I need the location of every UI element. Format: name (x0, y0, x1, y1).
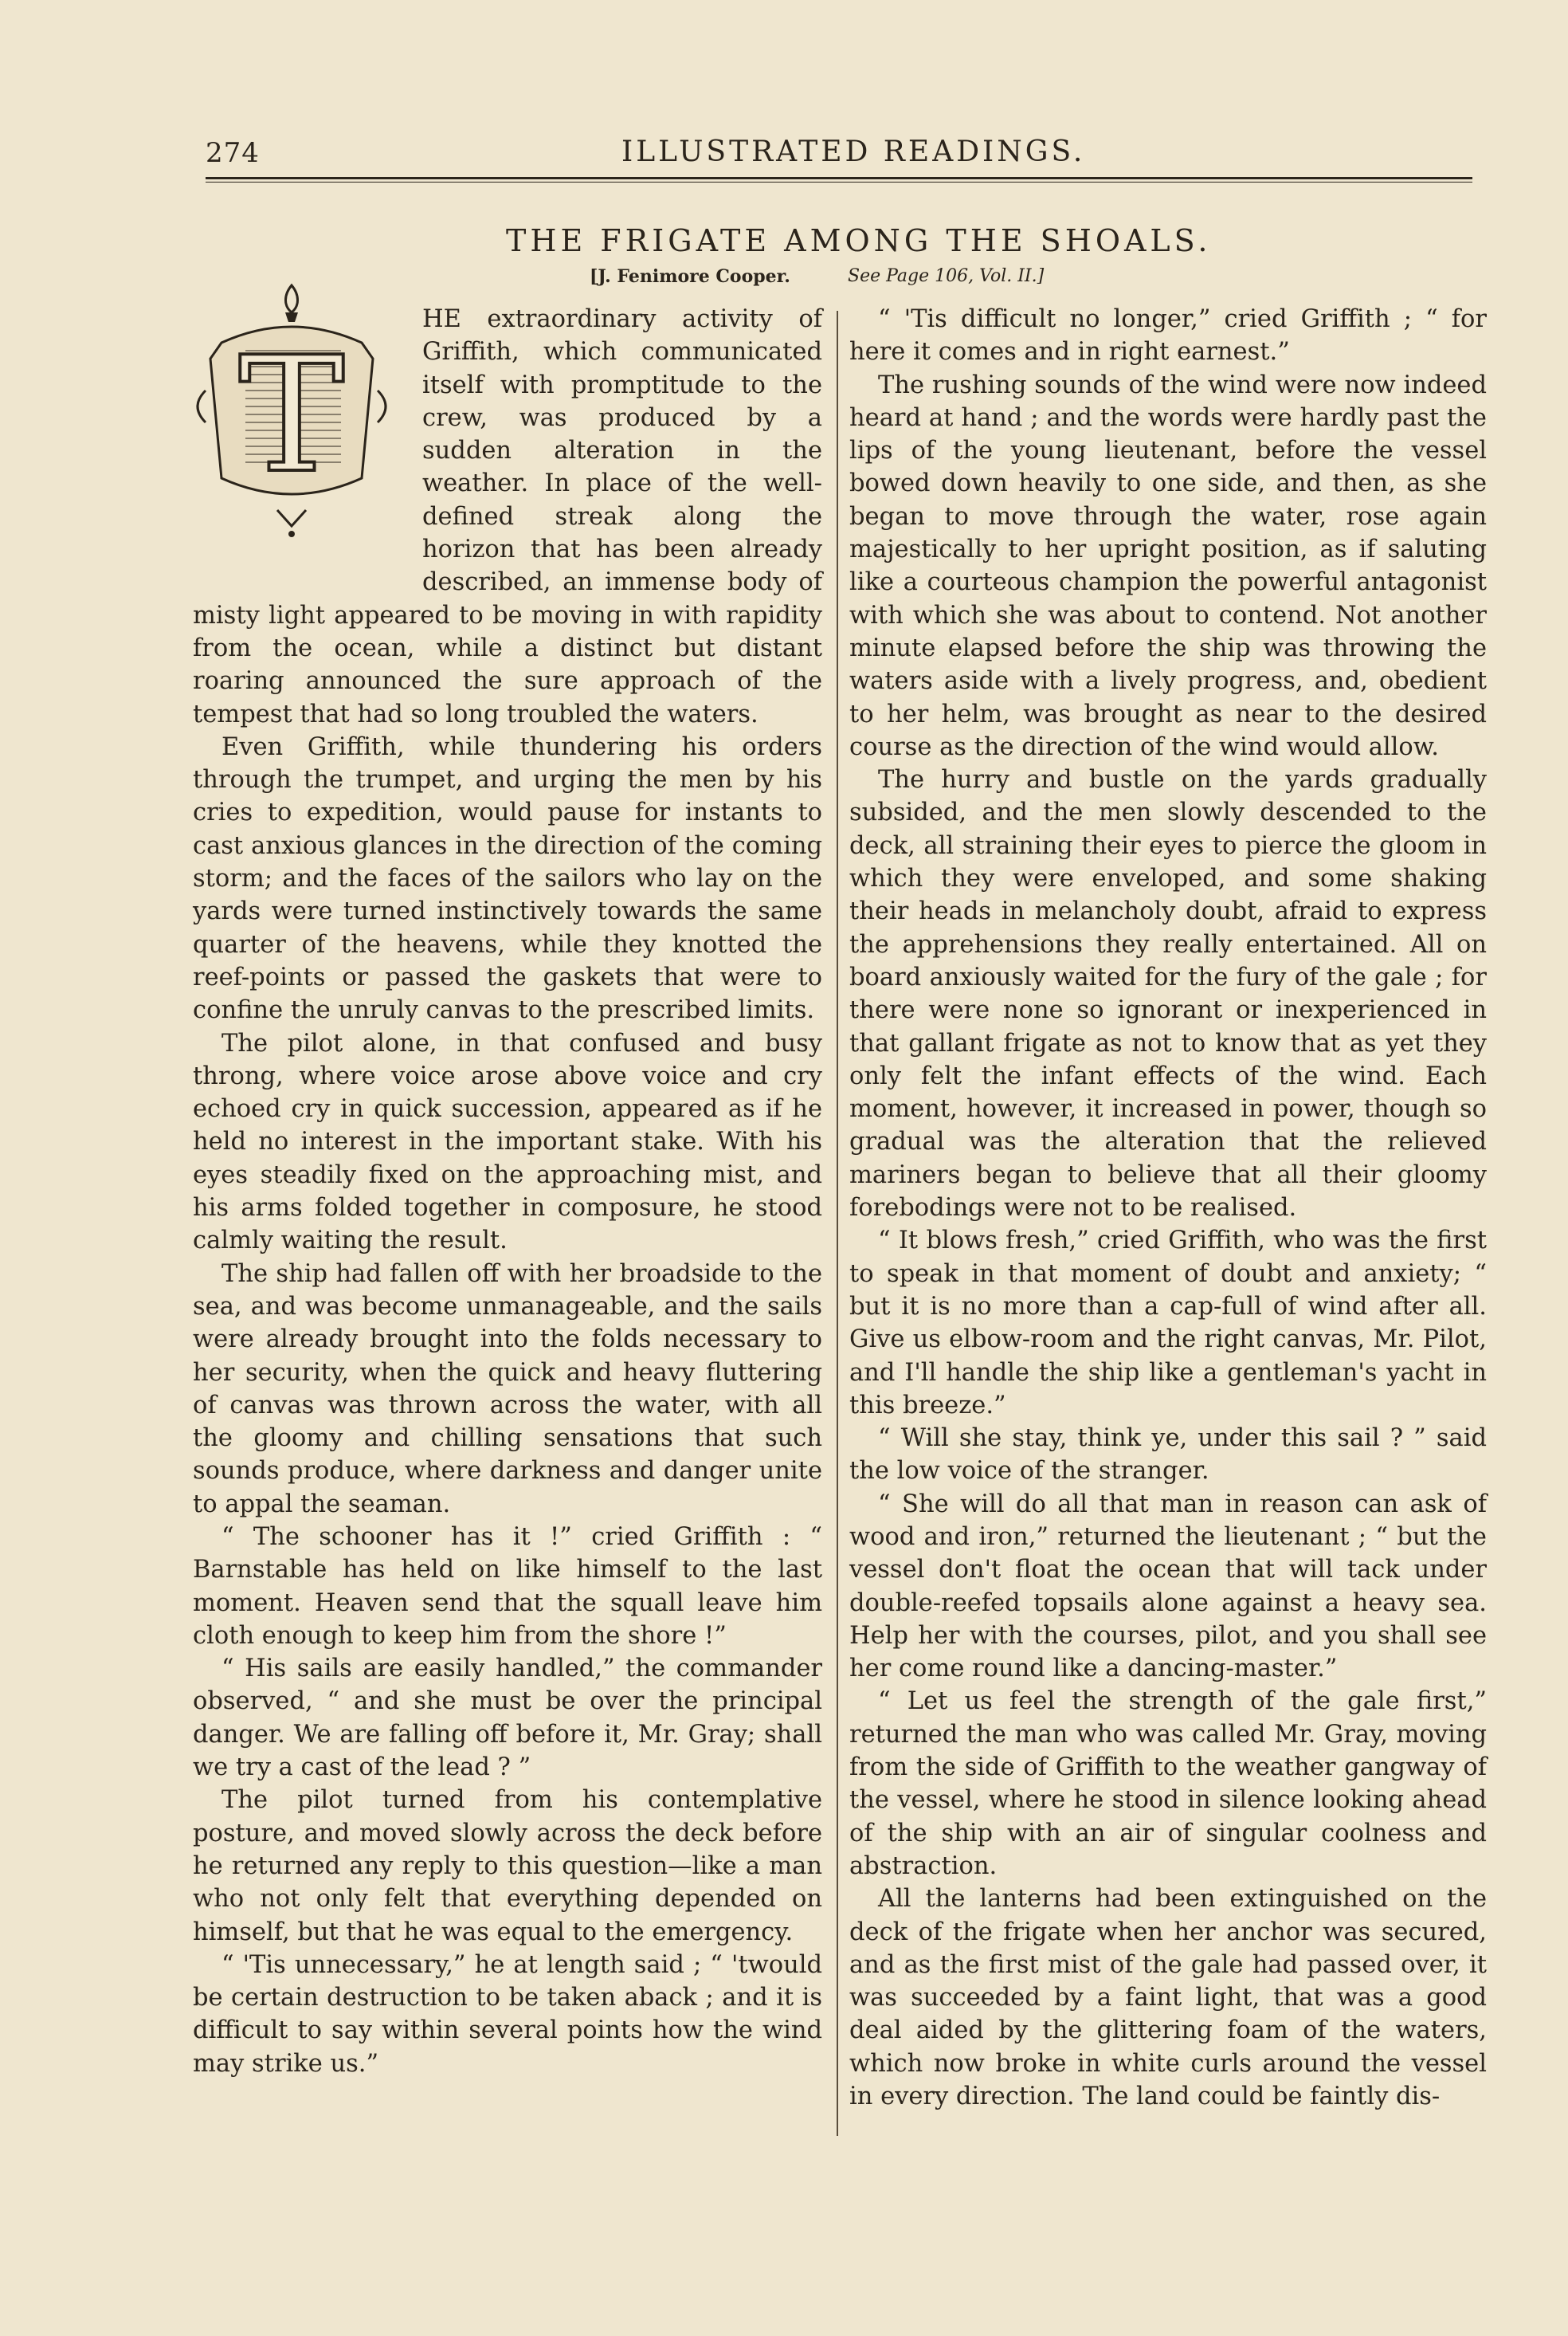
column-divider (837, 311, 838, 2136)
drop-cap-letter: T (238, 323, 345, 508)
header-rule (206, 177, 1472, 179)
page-reference: See Page 106, Vol. II.] (848, 266, 1045, 286)
left-column (193, 303, 822, 2080)
page-number: 274 (206, 137, 260, 169)
right-paragraph-3: The hurry and bustle on the yards gradually subsided, and the men slowly descended to the deck, all straining their eyes to pierce the gloom in which they were enveloped, and some shaking their heads in melancholy doubt, afraid to express the apprehensions they really entertained. All on board anxiously waited for the fury of the gale ; for there were none so ignorant or inexperienced in that gallant frigate as not to know that as yet they only felt the infant effects of the wind. Each moment, however, it increased in power, though so gradual was the alteration that the relieved mariners began to believe that all their gloomy forebodings were not to be realised. (849, 766, 1487, 1223)
right-paragraph-8: All the lanterns had been extinguished on the deck of the frigate when her anchor was secured, and as the first mist of the gale had passed over, it was succeeded by a faint light, that was a good deal aided by the glittering foam of the waters, which now broke in white curls around the vessel in every direction. The land could be faintly dis- (849, 1885, 1487, 2111)
author-attribution: [J. Fenimore Cooper. (590, 266, 790, 287)
left-paragraph-5: “ The schooner has it !” cried Griffith : “ Barnstable has held on like himself to the last moment. Heaven send that the squall leave him cloth enough to keep him from the shore !” (193, 1522, 822, 1650)
left-paragraph-8: “ 'Tis unnecessary,” he at length said ; “ 'twould be certain destruction to be taken aback ; and it is difficult to say within several points how the wind may strike us.” (193, 1950, 822, 2078)
right-paragraph-2: The rushing sounds of the wind were now indeed heard at hand ; and the words were hardly past the lips of the young lieutenant, before the vessel bowed down heavily to one side, and then, as she began to move through the water, rose again majestically to her upright position, as if saluting like a courteous champion the powerful antagonist with which she was about to contend. Not another minute elapsed before the ship was throwing the waters aside with a lively progress, and, obedient to her helm, was brought as near to the desired course as the direction of the wind would allow. (849, 371, 1487, 761)
drop-cap-initial (190, 271, 405, 574)
ornamental-initial-icon (190, 271, 405, 574)
right-paragraph-1: “ 'Tis difficult no longer,” cried Griffith ; “ for here it comes and in right earnest.” (849, 305, 1487, 367)
left-paragraph-1: HE extraordinary activity of Griffith, which communicated itself with promptitude to the crew, was produced by a sudden alteration in the weather. In place of the well-defined streak along the horizon that has been already described, an immense body of misty light appeared to be moving in with rapidity from the ocean, while a distinct but distant roaring announced the sure approach of the tempest that had so long troubled the waters. (193, 305, 822, 728)
right-paragraph-4: “ It blows fresh,” cried Griffith, who was the first to speak in that moment of doubt and anxiety; “ but it is no more than a cap-full of wind after all. Give us elbow-room and the right canvas, Mr. Pilot, and I'll handle the ship like a gentleman's yacht in this breeze.” (849, 1227, 1487, 1419)
article-title: THE FRIGATE AMONG THE SHOALS. (506, 223, 1212, 258)
right-paragraph-6: “ She will do all that man in reason can ask of wood and iron,” returned the lieutenant ; “ but the vessel don't float the ocean that will tack under double-reefed topsails alone against a heavy sea. Help her with the courses, pilot, and you shall see her come round like a dancing-master.” (849, 1490, 1487, 1683)
left-paragraph-2: Even Griffith, while thundering his orders through the trumpet, and urging the men by his cries to expedition, would pause for instants to cast anxious glances in the direction of the coming storm; and the faces of the sailors who lay on the yards were turned instinctively towards the same quarter of the heavens, while they knotted the reef-points or passed the gaskets that were to confine the unruly canvas to the prescribed limits. (193, 732, 822, 1025)
left-paragraph-4: The ship had fallen off with her broadside to the sea, and was become unmanageable, and the sails were already brought into the folds necessary to her security, when the quick and heavy fluttering of canvas was thrown across the water, with all the gloomy and chilling sensations that such sounds produce, where darkness and danger unite to appal the seaman. (193, 1259, 822, 1518)
right-paragraph-7: “ Let us feel the strength of the gale first,” returned the man who was called Mr. Gray, moving from the side of Griffith to the weather gangway of the vessel, where he stood in silence looking ahead of the ship with an air of singular coolness and abstraction. (849, 1687, 1487, 1880)
left-paragraph-7: The pilot turned from his contemplative posture, and moved slowly across the deck before he returned any reply to this question—like a man who not only felt that everything depended on himself, but that he was equal to the emergency. (193, 1786, 822, 1946)
header-rule-thin (206, 182, 1472, 183)
left-paragraph-3: The pilot alone, in that confused and busy throng, where voice arose above voice and cry echoed cry in quick succession, appeared as if he held no interest in the important stake. With his eyes steadily fixed on the approaching mist, and his arms folded together in composure, he stood calmly waiting the result. (193, 1029, 822, 1255)
left-paragraph-6: “ His sails are easily handled,” the commander observed, “ and she must be over the principal danger. We are falling off before it, Mr. Gray; shall we try a cast of the lead ? ” (193, 1655, 822, 1782)
right-column (849, 303, 1487, 2113)
right-paragraph-5: “ Will she stay, think ye, under this sail ? ” said the low voice of the stranger. (849, 1424, 1487, 1486)
running-title: ILLUSTRATED READINGS. (621, 135, 1086, 168)
